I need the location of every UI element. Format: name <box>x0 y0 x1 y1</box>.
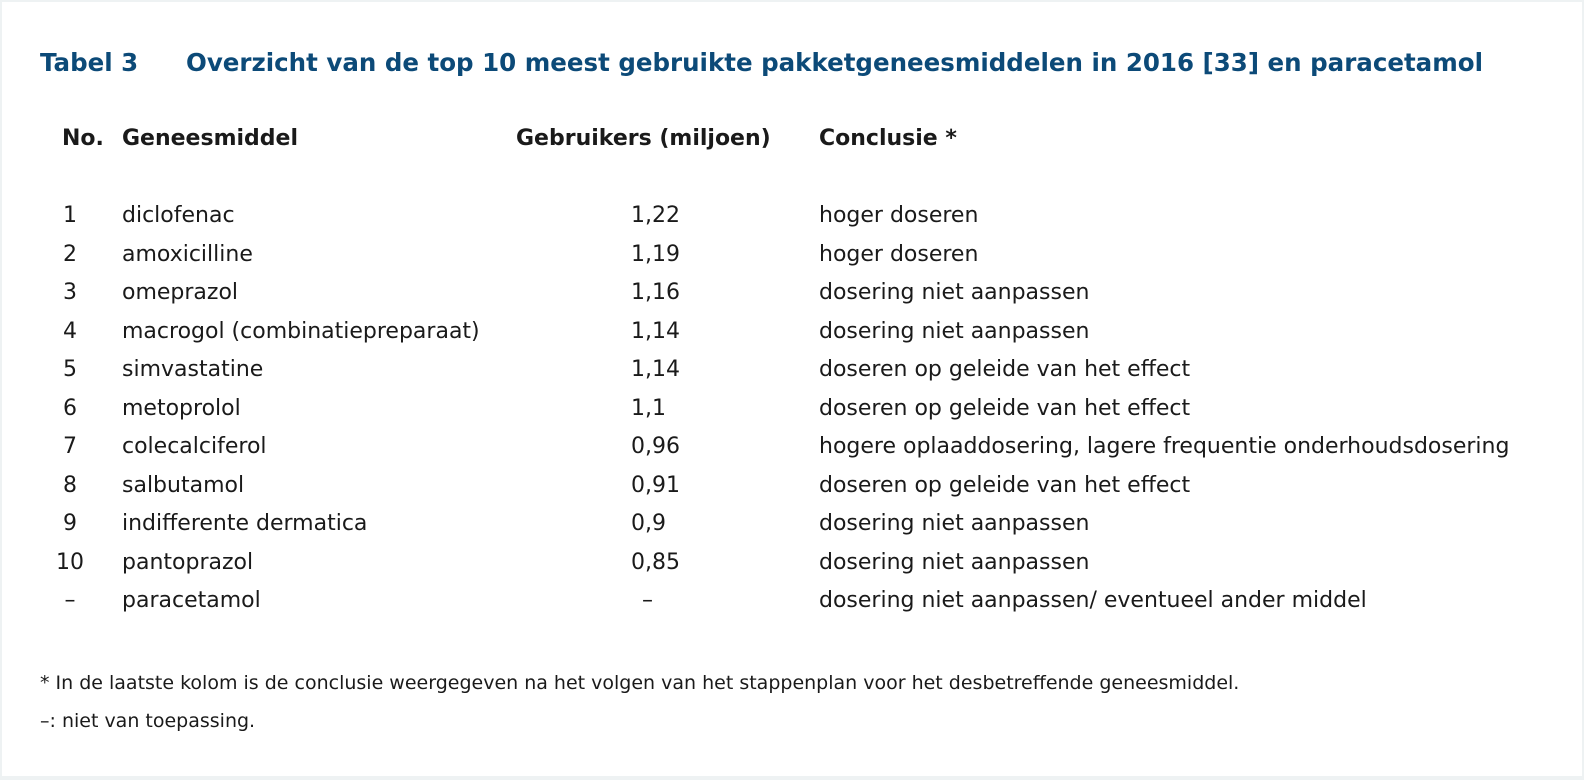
table-body <box>2 203 1582 627</box>
row-number: – <box>64 588 76 613</box>
table-row <box>2 588 1582 627</box>
header-users: Gebruikers (miljoen) <box>516 126 771 151</box>
row-number: 6 <box>63 395 77 421</box>
row-drug: diclofenac <box>122 203 235 228</box>
row-users: 0,85 <box>631 549 680 575</box>
row-number: 9 <box>63 511 77 536</box>
table-row <box>2 203 1582 242</box>
row-conclusion: hoger doseren <box>819 241 979 267</box>
row-conclusion: dosering niet aanpassen <box>819 511 1090 536</box>
table-title: Overzicht van de top 10 meest gebruikte pakketgeneesmiddelen in 2016 [33] en paracetamol <box>186 48 1483 77</box>
row-conclusion: doseren op geleide van het effect <box>819 472 1191 498</box>
row-users: 1,16 <box>631 280 680 305</box>
header-no: No. <box>62 126 104 151</box>
header-drug: Geneesmiddel <box>122 126 298 151</box>
table-row <box>2 242 1582 281</box>
document-page <box>2 2 1582 776</box>
table-row <box>2 473 1582 512</box>
header-conclusion: Conclusie * <box>819 126 957 151</box>
row-drug: simvastatine <box>122 357 264 382</box>
row-number: 1 <box>63 203 77 228</box>
row-users: 0,96 <box>631 434 680 459</box>
table-row <box>2 550 1582 589</box>
row-users: 1,19 <box>631 241 680 267</box>
table-row <box>2 319 1582 358</box>
row-conclusion: dosering niet aanpassen <box>819 280 1090 305</box>
row-drug: salbutamol <box>122 472 245 498</box>
row-conclusion: dosering niet aanpassen <box>819 318 1090 344</box>
row-drug: metoprolol <box>122 395 241 421</box>
table-row <box>2 434 1582 473</box>
row-number: 8 <box>63 472 77 498</box>
row-drug: amoxicilline <box>122 241 253 267</box>
row-users: – <box>642 588 653 613</box>
row-conclusion: dosering niet aanpassen <box>819 549 1090 575</box>
footnote-asterisk: * In de laatste kolom is de conclusie weergegeven na het volgen van het stappenplan voor het desbetreffende geneesmiddel. <box>40 672 1240 694</box>
row-drug: pantoprazol <box>122 549 254 575</box>
row-users: 1,14 <box>631 357 680 382</box>
row-number: 2 <box>63 241 77 267</box>
row-drug: paracetamol <box>122 588 261 613</box>
row-users: 0,91 <box>631 472 680 498</box>
table-label: Tabel 3 <box>40 48 139 77</box>
row-number: 4 <box>63 318 77 344</box>
row-conclusion: dosering niet aanpassen/ eventueel ander middel <box>819 588 1367 613</box>
table-row <box>2 280 1582 319</box>
table-row <box>2 511 1582 550</box>
row-drug: macrogol (combinatiepreparaat) <box>122 318 480 344</box>
row-number: 10 <box>56 549 84 575</box>
row-users: 0,9 <box>631 511 666 536</box>
table-row <box>2 396 1582 435</box>
row-number: 5 <box>63 357 77 382</box>
row-users: 1,22 <box>631 203 680 228</box>
row-users: 1,14 <box>631 318 680 344</box>
row-drug: omeprazol <box>122 280 239 305</box>
row-drug: colecalciferol <box>122 434 267 459</box>
footnote-dash: –: niet van toepassing. <box>40 710 256 732</box>
row-conclusion: hogere oplaaddosering, lagere frequentie onderhoudsdosering <box>819 434 1510 459</box>
row-drug: indifferente dermatica <box>122 511 368 536</box>
row-number: 7 <box>63 434 77 459</box>
table-row <box>2 357 1582 396</box>
row-conclusion: doseren op geleide van het effect <box>819 357 1191 382</box>
row-number: 3 <box>63 280 77 305</box>
row-conclusion: hoger doseren <box>819 203 979 228</box>
row-users: 1,1 <box>631 395 666 421</box>
row-conclusion: doseren op geleide van het effect <box>819 395 1191 421</box>
